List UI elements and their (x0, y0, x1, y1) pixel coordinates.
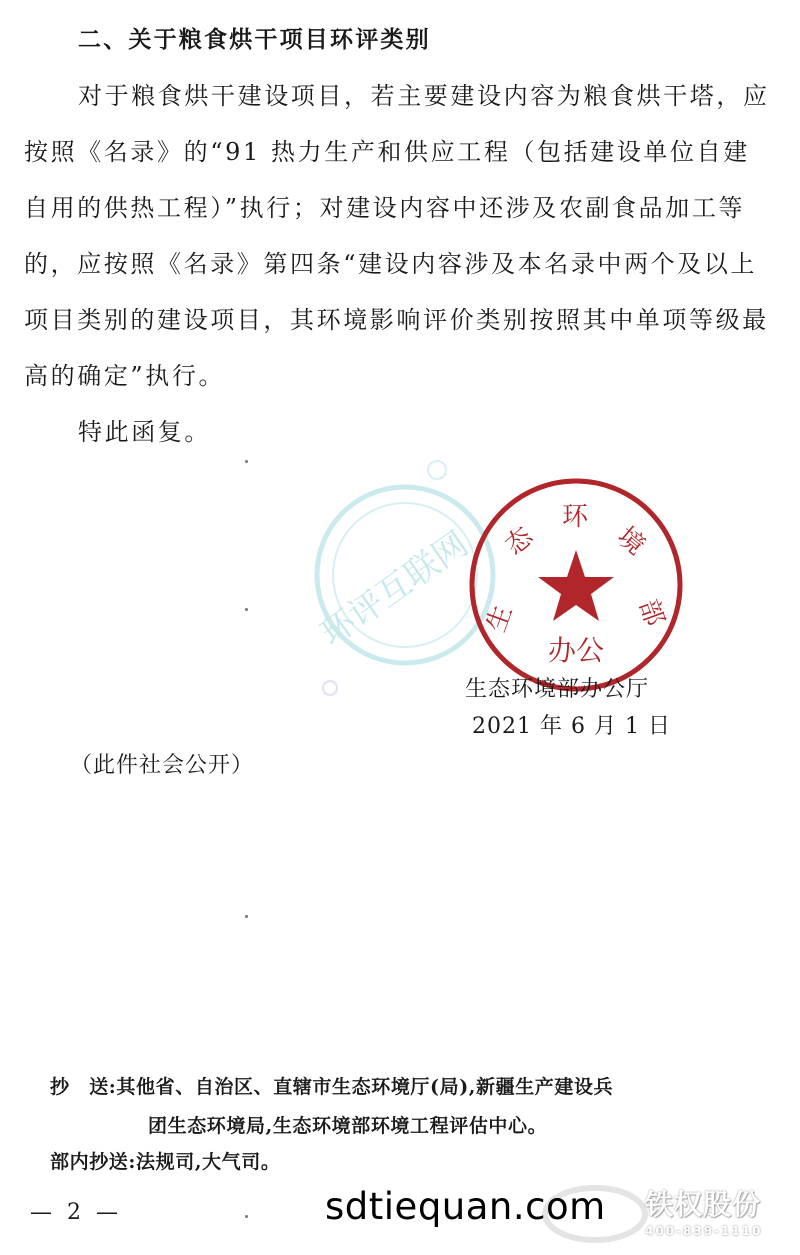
body-line: 自用的供热工程）”执行；对建设内容中还涉及农副食品加工等 (24, 194, 746, 222)
signature-org: 生态环境部办公厅 (465, 677, 650, 702)
svg-text:态: 态 (499, 521, 539, 562)
site-watermark-url: sdtiequan.com (325, 1185, 606, 1228)
brand-phone: 400-839-1110 (645, 1224, 763, 1238)
closing-text: 特此函复。 (78, 418, 211, 446)
body-line: 高的确定”执行。 (24, 362, 226, 390)
brand-watermark: 铁权股份 (645, 1188, 762, 1221)
official-stamp (472, 481, 680, 689)
body-line: 对于粮食烘干建设项目，若主要建设内容为粮食烘干塔，应 (78, 82, 770, 110)
page-number: — 2 — (30, 1200, 122, 1225)
section-heading: 二、关于粮食烘干项目环评类别 (78, 27, 431, 53)
body-line: 的，应按照《名录》第四条“建设内容涉及本名录中两个及以上 (24, 250, 758, 278)
scan-speck (245, 915, 248, 918)
public-note: （此件社会公开） (70, 753, 255, 778)
scan-speck (245, 460, 248, 463)
svg-text:境: 境 (611, 521, 651, 562)
scan-speck (245, 608, 248, 611)
svg-text:环评互联网: 环评互联网 (313, 524, 476, 655)
svg-text:办公: 办公 (547, 634, 605, 667)
signature-date: 2021 年 6 月 1 日 (472, 714, 671, 739)
svg-text:环: 环 (561, 502, 589, 532)
svg-text:部: 部 (632, 595, 670, 631)
cc-internal: 部内抄送:法规司,大气司。 (50, 1151, 281, 1173)
cc-line: 抄 送:其他省、自治区、直辖市生态环境厅(局),新疆生产建设兵 (50, 1076, 614, 1098)
body-line: 项目类别的建设项目，其环境影响评价类别按照其中单项等级最 (24, 306, 769, 334)
scan-speck (245, 1215, 248, 1218)
body-line: 按照《名录》的“91 热力生产和供应工程（包括建设单位自建 (24, 138, 750, 166)
svg-text:生: 生 (481, 601, 519, 637)
cc-line: 团生态环境局,生态环境部环境工程评估中心。 (148, 1115, 548, 1137)
watermark-seal (313, 461, 493, 695)
